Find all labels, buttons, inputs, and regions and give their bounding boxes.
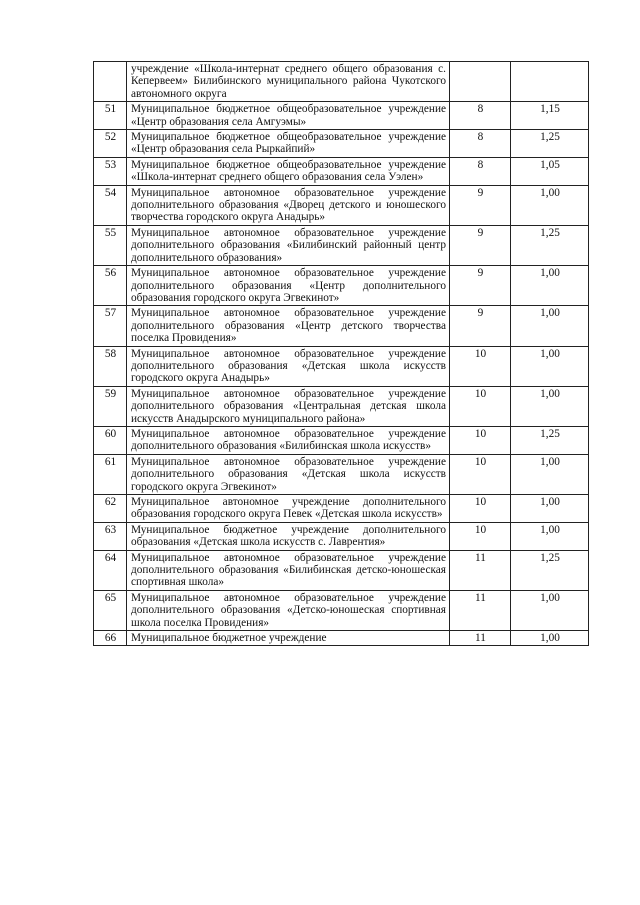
institution-name: Муниципальное бюджетное учреждение <box>127 631 450 646</box>
table-row <box>94 550 589 590</box>
table-row <box>94 386 589 426</box>
institution-name: Муниципальное автономное образовательное учреждение дополнительного образования «Билибинский районный центр дополнительного образования» <box>127 225 450 265</box>
coefficient: 1,00 <box>511 454 589 494</box>
row-number: 60 <box>94 426 127 454</box>
group-number: 8 <box>450 157 511 185</box>
row-number: 65 <box>94 590 127 630</box>
institution-name: Муниципальное бюджетное общеобразовательное учреждение «Школа-интернат среднего общего образования села Уэлен» <box>127 157 450 185</box>
table-row <box>94 266 589 306</box>
group-number: 9 <box>450 306 511 346</box>
coefficient: 1,00 <box>511 266 589 306</box>
coefficient: 1,25 <box>511 426 589 454</box>
institution-name: Муниципальное автономное учреждение дополнительного образования городского округа Певек «Детская школа искусств» <box>127 495 450 523</box>
row-number: 64 <box>94 550 127 590</box>
group-number: 10 <box>450 454 511 494</box>
institution-name: Муниципальное автономное образовательное учреждение дополнительного образования «Центр детского творчества поселка Провидения» <box>127 306 450 346</box>
table-row <box>94 346 589 386</box>
row-number: 57 <box>94 306 127 346</box>
row-number: 54 <box>94 185 127 225</box>
table-row <box>94 522 589 550</box>
institution-name: Муниципальное автономное образовательное учреждение дополнительного образования «Детская школа искусств городского округа Эгвекинот» <box>127 454 450 494</box>
group-number: 9 <box>450 225 511 265</box>
coefficient: 1,25 <box>511 225 589 265</box>
row-number: 58 <box>94 346 127 386</box>
group-number: 10 <box>450 346 511 386</box>
row-number <box>94 62 127 102</box>
coefficient: 1,00 <box>511 185 589 225</box>
institution-name: Муниципальное бюджетное общеобразовательное учреждение «Центр образования села Амгуэмы» <box>127 102 450 130</box>
institution-name: Муниципальное автономное образовательное учреждение дополнительного образования «Билибинская детско-юношеская спортивная школа» <box>127 550 450 590</box>
table-row <box>94 426 589 454</box>
coefficient: 1,00 <box>511 631 589 646</box>
row-number: 66 <box>94 631 127 646</box>
row-number: 56 <box>94 266 127 306</box>
coefficient: 1,25 <box>511 130 589 158</box>
institution-name: Муниципальное автономное образовательное учреждение дополнительного образования «Центр дополнительного образования городского округа Эгвекинот» <box>127 266 450 306</box>
group-number: 10 <box>450 522 511 550</box>
coefficient: 1,00 <box>511 590 589 630</box>
row-number: 62 <box>94 495 127 523</box>
group-number: 9 <box>450 266 511 306</box>
row-number: 53 <box>94 157 127 185</box>
row-number: 52 <box>94 130 127 158</box>
table-row <box>94 631 589 646</box>
institution-name: Муниципальное автономное образовательное учреждение дополнительного образования «Детская школа искусств городского округа Анадырь» <box>127 346 450 386</box>
table-row <box>94 454 589 494</box>
institution-name: Муниципальное бюджетное учреждение дополнительного образования «Детская школа искусств с. Лаврентия» <box>127 522 450 550</box>
table-row <box>94 306 589 346</box>
institution-name: Муниципальное бюджетное общеобразовательное учреждение «Центр образования села Рыркайпий» <box>127 130 450 158</box>
coefficient: 1,15 <box>511 102 589 130</box>
coefficient: 1,05 <box>511 157 589 185</box>
group-number: 11 <box>450 590 511 630</box>
coefficient: 1,00 <box>511 522 589 550</box>
institution-name: Муниципальное автономное образовательное учреждение дополнительного образования «Билибинская школа искусств» <box>127 426 450 454</box>
row-number: 61 <box>94 454 127 494</box>
coefficient: 1,25 <box>511 550 589 590</box>
table-row <box>94 102 589 130</box>
institution-name: учреждение «Школа-интернат среднего общего образования с. Кепервеем» Билибинского муниципального района Чукотского автономного округа <box>127 62 450 102</box>
institutions-table <box>93 61 589 646</box>
group-number: 8 <box>450 102 511 130</box>
table-row <box>94 225 589 265</box>
group-number: 9 <box>450 185 511 225</box>
coefficient: 1,00 <box>511 386 589 426</box>
coefficient <box>511 62 589 102</box>
row-number: 63 <box>94 522 127 550</box>
coefficient: 1,00 <box>511 306 589 346</box>
coefficient: 1,00 <box>511 346 589 386</box>
institution-name: Муниципальное автономное образовательное учреждение дополнительного образования «Дворец детского и юношеского творчества городского округа Анадырь» <box>127 185 450 225</box>
group-number: 11 <box>450 631 511 646</box>
table-row <box>94 185 589 225</box>
table-row <box>94 157 589 185</box>
row-number: 51 <box>94 102 127 130</box>
table-row <box>94 62 589 102</box>
group-number: 11 <box>450 550 511 590</box>
institution-name: Муниципальное автономное образовательное учреждение дополнитeльного образования «Детско-юношеская спортивная школа поселка Провидения» <box>127 590 450 630</box>
group-number: 10 <box>450 426 511 454</box>
group-number: 10 <box>450 495 511 523</box>
group-number: 8 <box>450 130 511 158</box>
table-row <box>94 495 589 523</box>
group-number <box>450 62 511 102</box>
table-row <box>94 130 589 158</box>
group-number: 10 <box>450 386 511 426</box>
row-number: 55 <box>94 225 127 265</box>
coefficient: 1,00 <box>511 495 589 523</box>
table-row <box>94 590 589 630</box>
institutions-table-body <box>94 62 589 646</box>
row-number: 59 <box>94 386 127 426</box>
institution-name: Муниципальное автономное образовательное учреждение дополнительного образования «Центральная детская школа искусств Анадырского муниципального района» <box>127 386 450 426</box>
